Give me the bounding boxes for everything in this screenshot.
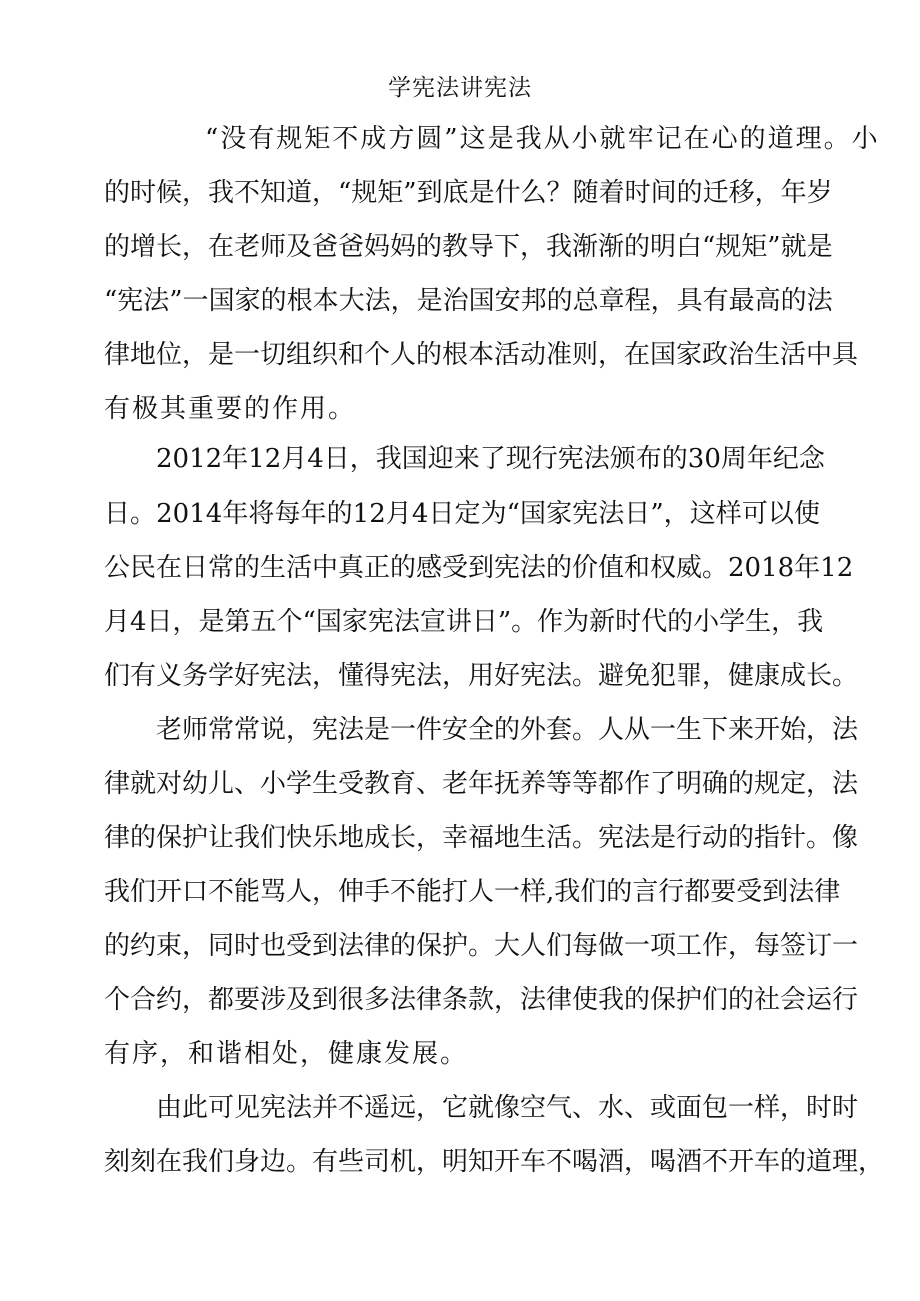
paragraph-line: 个合约，都要涉及到很多法律条款，法律使我的保护们的社会运行 (104, 985, 859, 1015)
paragraph-line: 律的保护让我们快乐地成长，幸福地生活。宪法是行动的指针。像 (104, 823, 859, 853)
document-title: 学宪法讲宪法 (388, 75, 532, 101)
paragraph-line: 的增长，在老师及爸爸妈妈的教导下，我渐渐的明白“规矩”就是 (104, 232, 833, 262)
paragraph-line: “没有规矩不成方圆”这是我从小就牢记在心的道理。小 (205, 124, 880, 154)
paragraph-line: 我们开口不能骂人，伸手不能打人一样,我们的言行都要受到法律 (104, 877, 841, 907)
paragraph-line: 的约束，同时也受到法律的保护。大人们每做一项工作，每签订一 (104, 931, 859, 961)
paragraph-line: 律就对幼儿、小学生受教育、老年抚养等等都作了明确的规定，法 (104, 769, 859, 799)
paragraph-line: 们有义务学好宪法，懂得宪法，用好宪法。避免犯罪，健康成长。 (104, 661, 859, 691)
paragraph-line: 有极其重要的作用。 (104, 394, 357, 424)
paragraph-line: 律地位，是一切组织和个人的根本活动准则，在国家政治生活中具 (104, 340, 859, 370)
paragraph-line: 公民在日常的生活中真正的感受到宪法的价值和权威。2018年12 (104, 553, 854, 583)
paragraph-line: 有序，和谐相处，健康发展。 (104, 1039, 469, 1069)
paragraph-line: 由此可见宪法并不遥远，它就像空气、水、或面包一样，时时 (156, 1093, 859, 1123)
paragraph-line: 刻刻在我们身边。有些司机，明知开车不喝酒，喝酒不开车的道理， (104, 1147, 885, 1177)
paragraph-line: 老师常常说，宪法是一件安全的外套。人从一生下来开始，法 (156, 715, 859, 745)
paragraph-line: 的时候，我不知道，“规矩”到底是什么？随着时间的迁移，年岁 (104, 178, 833, 208)
paragraph-line: 月4日，是第五个“国家宪法宣讲日”。作为新时代的小学生，我 (104, 607, 824, 637)
paragraph-line: “宪法”一国家的根本大法，是治国安邦的总章程，具有最高的法 (104, 286, 833, 316)
paragraph-line: 2012年12月4日，我国迎来了现行宪法颁布的30周年纪念 (156, 444, 825, 474)
paragraph-line: 日。2014年将每年的12月4日定为“国家宪法日”，这样可以使 (104, 499, 820, 529)
